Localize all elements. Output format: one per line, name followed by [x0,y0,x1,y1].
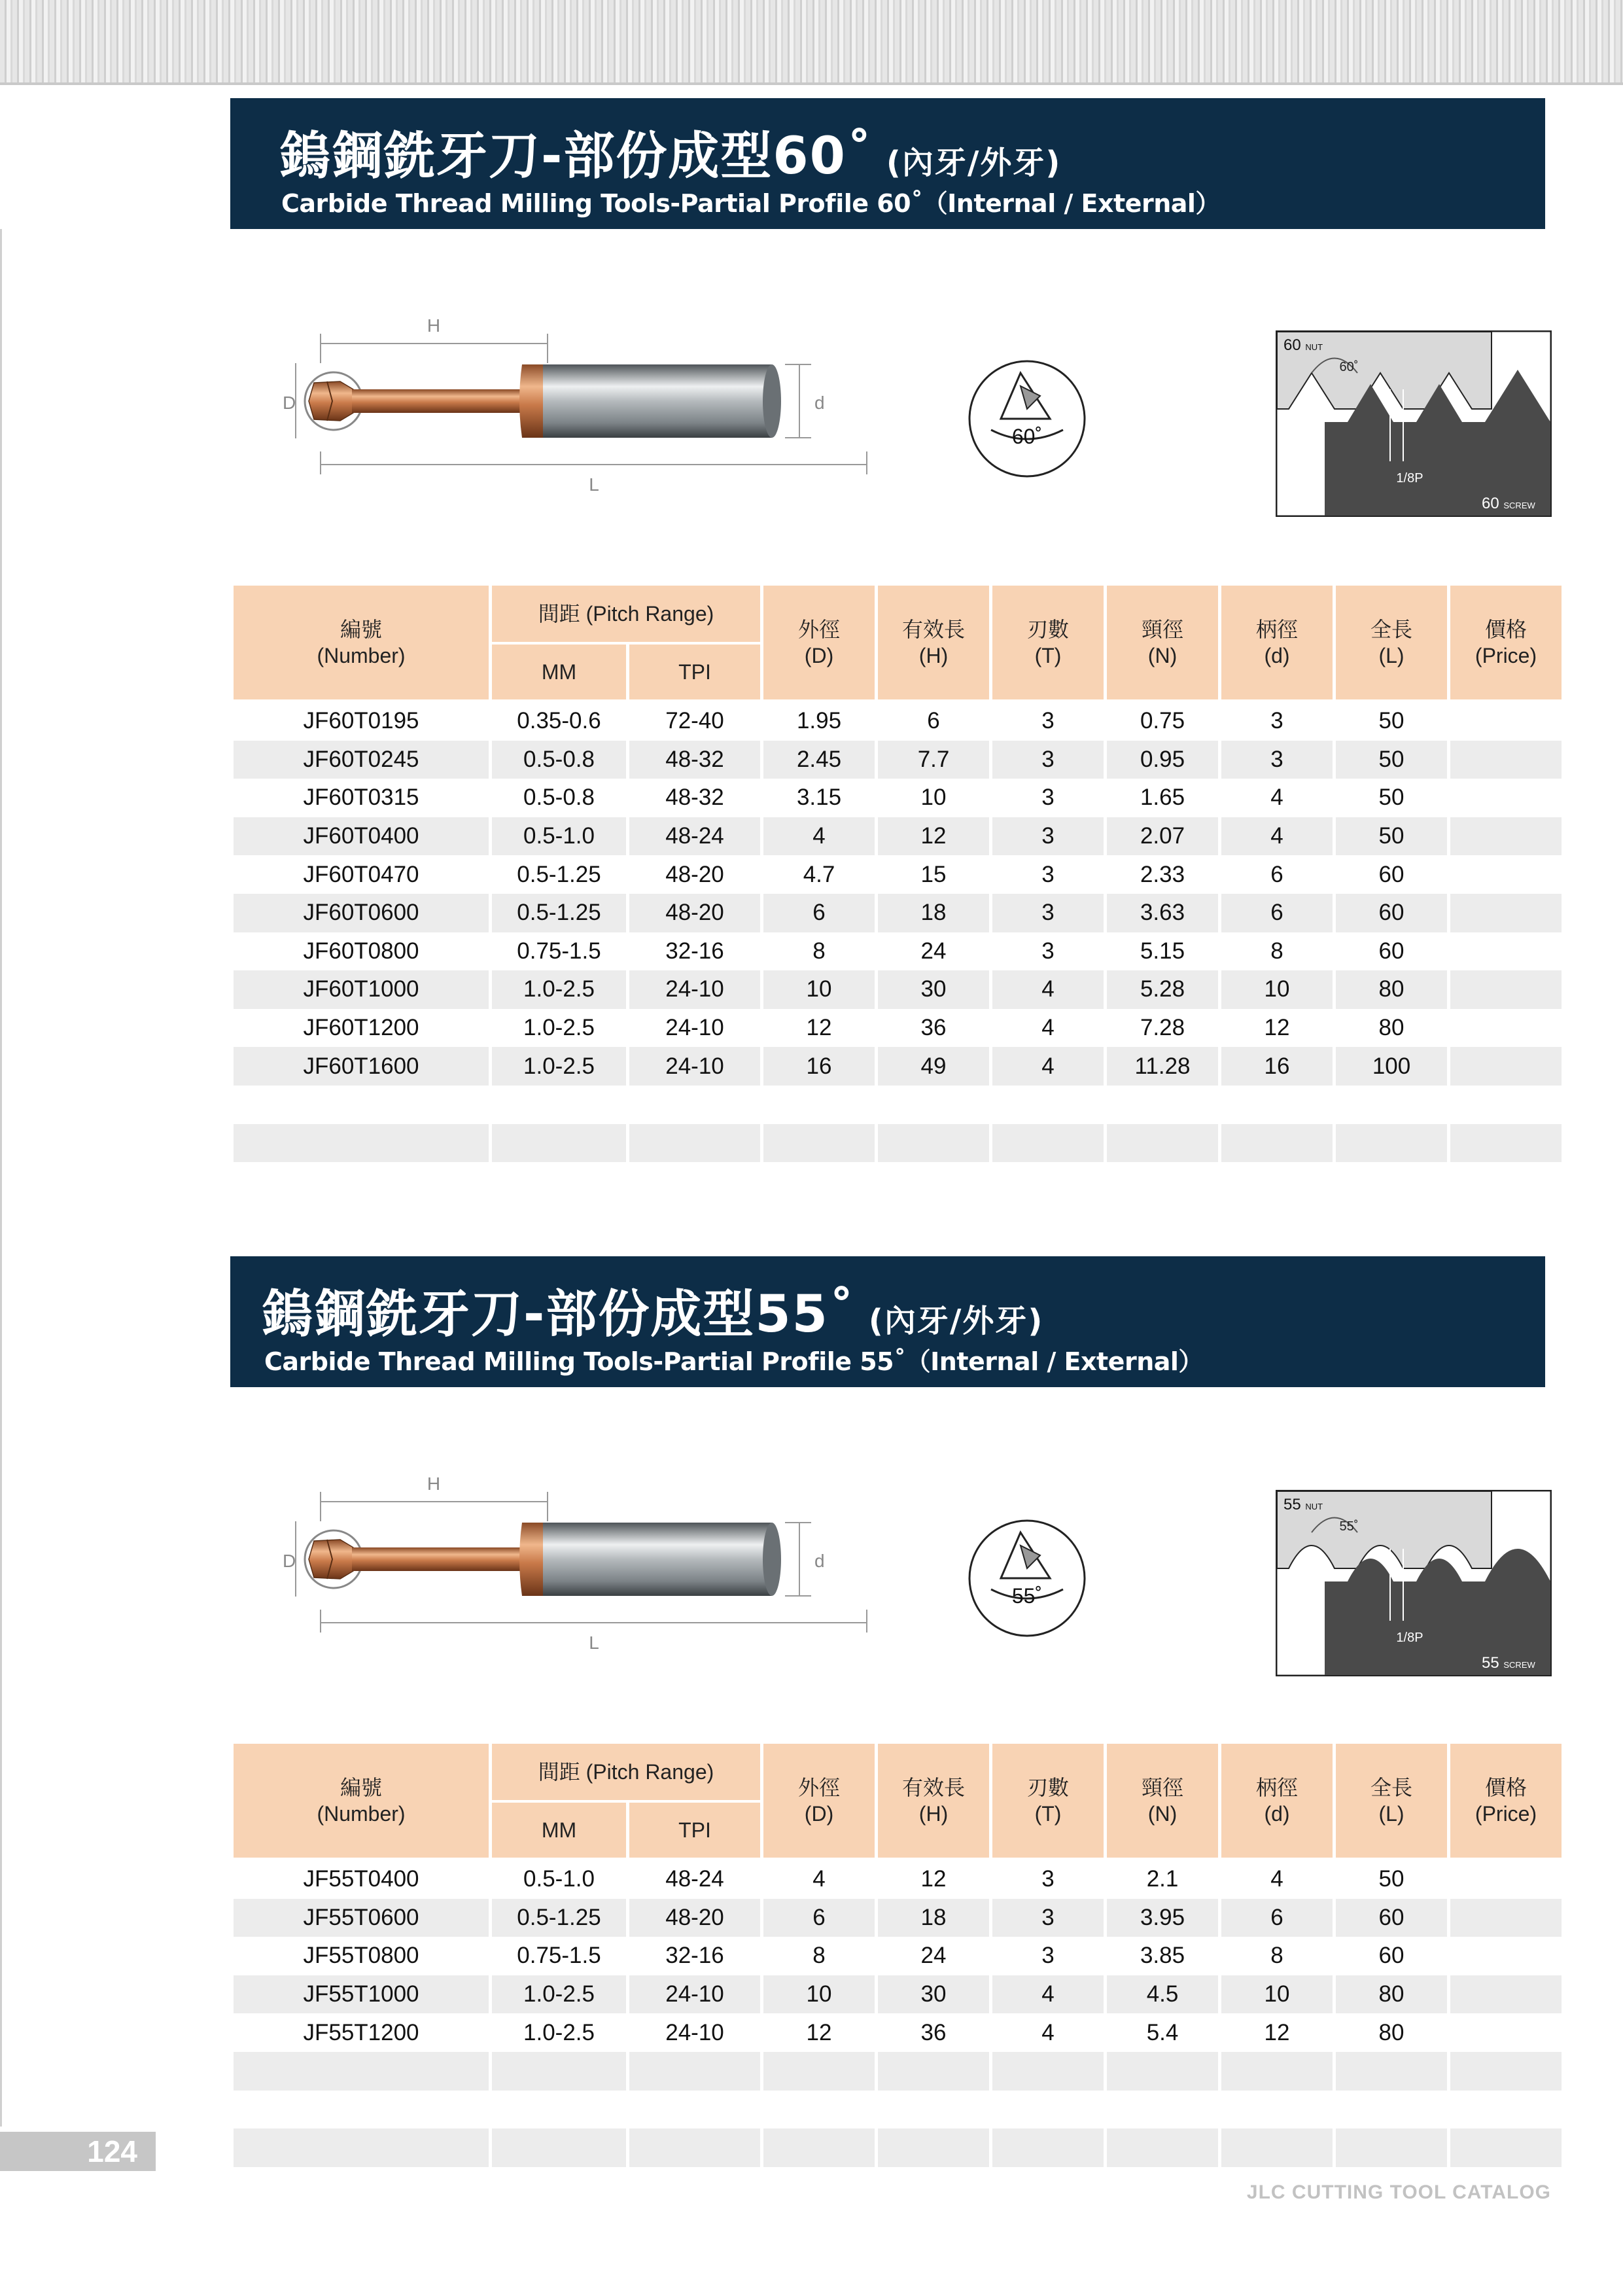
pitch-label: 1/8P [1396,471,1423,486]
table-cell [1107,1124,1218,1163]
table-cell: 48-32 [629,741,760,779]
section-60-title-zh: 鎢鋼銑牙刀-部份成型60˚ (內牙/外牙) [279,127,1062,186]
table-cell: 12 [806,1015,832,1041]
table-cell [992,2091,1104,2129]
table-cell [1450,855,1562,894]
section-60-rows [234,702,1562,1162]
table-row [234,932,1562,971]
dim-d-small-label: d [814,393,825,413]
section-55-banner [230,1256,1545,1387]
table-cell: 0.75 [1140,708,1185,734]
table-cell: 24-10 [629,1975,760,2014]
table-cell: 3 [1041,1866,1055,1892]
table-cell [1336,1086,1447,1124]
dim-d-label: D [283,1551,296,1571]
table-cell: 4 [763,817,875,856]
table-cell: 3.15 [796,785,842,811]
table-cell: 30 [878,970,989,1009]
table-cell: 50 [1378,785,1405,811]
table-cell [763,2091,875,2129]
table-cell: 0.5-1.0 [523,1866,595,1892]
header-mm: MM [492,1803,626,1860]
table-cell: 8 [812,1943,826,1969]
table-cell: 4 [1041,1015,1055,1041]
table-cell [492,1124,626,1163]
table-cell [1221,1124,1333,1163]
table-cell: 72-40 [665,708,724,734]
table-cell: 3 [1041,861,1055,887]
blank-row [234,1086,1562,1124]
table-cell [1336,2091,1447,2129]
table-cell [1221,1086,1333,1124]
section-55-title-suffix: (內牙/外牙) [868,1303,1044,1339]
table-cell: 3 [1041,1943,1055,1969]
table-cell: JF60T0800 [303,938,419,964]
table-cell: 10 [920,785,947,811]
table-cell [629,1124,760,1163]
table-cell: 12 [920,1866,947,1892]
section-55-angle-icon [965,1516,1089,1640]
table-cell: 2.1 [1146,1866,1179,1892]
table-cell: 1.0-2.5 [492,970,626,1009]
header-n: 頸徑 (N) [1107,586,1218,702]
nut-label: 60 NUT [1283,336,1323,354]
table-cell [1450,970,1562,1009]
table-cell [1450,1124,1562,1163]
catalog-footer: JLC CUTTING TOOL CATALOG [1246,2181,1551,2203]
table-cell: 4 [992,970,1104,1009]
table-cell [1450,1086,1562,1124]
table-cell: 48-20 [665,861,724,887]
header-price: 價格 (Price) [1450,586,1562,702]
table-cell: 3.63 [1107,894,1218,932]
table-cell [234,1086,489,1124]
table-cell: 10 [763,970,875,1009]
table-cell [234,2128,489,2167]
table-cell [1450,894,1562,932]
table-cell: 60 [1336,1899,1447,1937]
header-pitch: 間距 (Pitch Range) [492,1744,760,1803]
table-cell [234,2091,489,2129]
table-cell: 7.28 [1140,1015,1185,1041]
table-row [234,1047,1562,1086]
table-cell [878,2052,989,2091]
table-cell [992,1124,1104,1163]
header-stripe-decoration [0,0,1623,85]
header-h: 有效長 (H) [878,1744,989,1860]
table-cell: 12 [878,817,989,856]
nut-label: 55 NUT [1283,1496,1323,1513]
table-cell: 24-10 [665,2019,724,2045]
table-cell: 80 [1378,1015,1405,1041]
section-55-thread-profile [1276,1490,1552,1676]
header-t: 刃數 (T) [992,1744,1104,1860]
screw-label: 55 SCREW [1482,1654,1535,1672]
table-cell: 12 [1264,1015,1290,1041]
table-cell: 3 [1041,938,1055,964]
header-t: 刃數 (T) [992,586,1104,702]
table-cell: 6 [763,1899,875,1937]
table-cell: JF60T0195 [303,708,419,734]
table-cell: 1.0-2.5 [492,1047,626,1086]
table-cell: 48-24 [629,817,760,856]
table-cell: 10 [763,1975,875,2014]
table-cell: 1.65 [1140,785,1185,811]
table-cell: 30 [878,1975,989,2014]
table-cell: JF60T1600 [234,1047,489,1086]
section-60-tool-diagram [262,304,883,501]
dim-h-label: H [427,315,441,336]
table-cell [763,2052,875,2091]
header-od: 外徑 (D) [763,1744,875,1860]
table-cell: 15 [920,861,947,887]
header-number: 編號 (Number) [234,1744,489,1860]
table-cell: 0.5-0.8 [492,741,626,779]
table-cell: 1.0-2.5 [492,1975,626,2014]
table-cell: 0.5-1.25 [492,1899,626,1937]
header-d: 柄徑 (d) [1221,586,1333,702]
page-number: 124 [0,2132,156,2171]
table-cell: 80 [1336,1975,1447,2014]
table-cell: 0.75-1.5 [517,938,601,964]
blank-row [234,2091,1562,2129]
angle-label: 55˚ [1011,1584,1043,1608]
table-cell: 5.28 [1107,970,1218,1009]
table-cell [1107,2091,1218,2129]
table-cell: 24 [920,938,947,964]
table-row [234,1975,1562,2014]
blank-row [234,2052,1562,2091]
table-cell: JF55T1000 [234,1975,489,2014]
header-mm: MM [492,645,626,702]
table-cell [1450,2091,1562,2129]
table-cell: 50 [1336,817,1447,856]
table-cell [1450,1860,1562,1899]
table-cell: 4 [812,1866,826,1892]
table-cell: 8 [1270,938,1283,964]
table-row [234,1860,1562,1899]
table-cell: 3 [992,741,1104,779]
table-cell: JF55T1200 [303,2019,419,2045]
table-cell [1336,2128,1447,2167]
angle-label: 60˚ [1011,425,1043,448]
table-cell: 50 [1378,1866,1405,1892]
table-cell: 32-16 [665,1943,724,1969]
pitch-label: 1/8P [1396,1631,1423,1645]
table-cell: 3 [1041,785,1055,811]
table-cell: 3 [1041,708,1055,734]
table-cell: 48-24 [665,1866,724,1892]
table-cell: 7.7 [878,741,989,779]
section-55-title-zh: 鎢鋼銑牙刀-部份成型55˚ (內牙/外牙) [262,1285,1044,1344]
table-cell: 0.5-1.25 [517,861,601,887]
table-cell: 32-16 [665,938,724,964]
table-cell: 3 [992,894,1104,932]
table-cell: 4.5 [1107,1975,1218,2014]
table-row [234,817,1562,856]
table-cell: 36 [920,2019,947,2045]
table-cell: 1.0-2.5 [523,2019,595,2045]
table-cell [1450,2128,1562,2167]
section-60-title-en: Carbide Thread Milling Tools-Partial Profile 60˚（Internal / External） [281,189,1220,218]
table-cell [1450,779,1562,817]
table-cell: 3 [992,1899,1104,1937]
table-row [234,702,1562,741]
header-tpi: TPI [629,1803,760,1860]
table-cell [878,1086,989,1124]
table-cell: JF55T0400 [303,1866,419,1892]
header-pitch: 間距 (Pitch Range) [492,586,760,645]
table-cell [629,2128,760,2167]
table-cell: 50 [1378,708,1405,734]
table-cell: 5.4 [1146,2019,1179,2045]
table-cell: 4 [992,1047,1104,1086]
table-cell: JF60T0470 [303,861,419,887]
table-cell: JF55T0800 [303,1943,419,1969]
table-cell: 6 [1221,1899,1333,1937]
table-cell [992,1086,1104,1124]
table-cell [629,2052,760,2091]
table-cell [1450,1047,1562,1086]
table-cell: 4 [1041,2019,1055,2045]
table-cell: 10 [1221,1975,1333,2014]
table-cell: 100 [1336,1047,1447,1086]
table-cell: 1.0-2.5 [523,1015,595,1041]
table-cell: JF60T0600 [234,894,489,932]
table-cell: JF60T0245 [234,741,489,779]
table-cell: 3 [1270,708,1283,734]
blank-row [234,2128,1562,2167]
table-cell [992,2128,1104,2167]
table-cell: 0.5-1.25 [492,894,626,932]
header-h: 有效長 (H) [878,586,989,702]
table-cell: 3 [1221,741,1333,779]
table-cell [1336,2052,1447,2091]
section-60-title-suffix: (內牙/外牙) [886,145,1062,181]
table-cell: 4 [1270,1866,1283,1892]
table-cell: 4 [992,1975,1104,2014]
table-cell: 50 [1336,741,1447,779]
table-cell: 48-20 [629,1899,760,1937]
table-cell: JF60T1200 [303,1015,419,1041]
table-cell: 60 [1378,938,1405,964]
table-cell [629,2091,760,2129]
section-60-banner [230,98,1545,229]
table-cell: 6 [1221,894,1333,932]
section-55-tool-diagram [262,1462,883,1659]
table-cell [492,2052,626,2091]
section-60-thread-profile [1276,330,1552,517]
table-cell [492,1086,626,1124]
section-55-rows [234,1860,1562,2167]
table-cell: 48-20 [629,894,760,932]
table-cell: 6 [763,894,875,932]
table-cell: 10 [1221,970,1333,1009]
table-cell [1221,2091,1333,2129]
profile-angle-label: 55˚ [1339,1519,1359,1534]
dim-d-small-label: d [814,1551,825,1571]
header-l: 全長 (L) [1336,586,1447,702]
table-cell: 16 [763,1047,875,1086]
table-cell: 80 [1378,2019,1405,2045]
table-cell [1450,702,1562,741]
header-price: 價格 (Price) [1450,1744,1562,1860]
page-left-border [0,229,2,2127]
table-cell: 24-10 [665,1015,724,1041]
header-d: 柄徑 (d) [1221,1744,1333,1860]
dim-l-label: L [589,1633,599,1653]
table-cell [234,1124,489,1163]
table-cell: 60 [1336,894,1447,932]
table-cell: 3.95 [1107,1899,1218,1937]
table-cell: 6 [1270,861,1283,887]
section-60-angle-icon [965,357,1089,481]
table-cell [1450,2052,1562,2091]
table-cell [492,2128,626,2167]
table-row [234,855,1562,894]
table-cell [1221,2128,1333,2167]
screw-label: 60 SCREW [1482,495,1535,512]
table-cell [1450,1975,1562,2014]
table-cell: 36 [920,1015,947,1041]
table-cell: JF60T1000 [234,970,489,1009]
table-row [234,1937,1562,1975]
table-row [234,970,1562,1009]
table-cell: 60 [1378,1943,1405,1969]
header-n: 頸徑 (N) [1107,1744,1218,1860]
table-cell [1450,1899,1562,1937]
table-cell: 11.28 [1107,1047,1218,1086]
table-cell [763,1124,875,1163]
table-cell: 8 [1270,1943,1283,1969]
table-cell: 0.75-1.5 [517,1943,601,1969]
table-cell [878,1124,989,1163]
table-cell: 60 [1378,861,1405,887]
table-cell: 6 [927,708,940,734]
header-tpi: TPI [629,645,760,702]
dim-h-label: H [427,1474,441,1494]
table-cell: 16 [1221,1047,1333,1086]
section-55-title-en: Carbide Thread Milling Tools-Partial Profile 55˚（Internal / External） [264,1347,1203,1376]
table-cell: 0.35-0.6 [517,708,601,734]
table-cell [1107,1086,1218,1124]
table-cell: 0.5-1.0 [492,817,626,856]
table-cell: 0.5-0.8 [523,785,595,811]
table-cell [629,1086,760,1124]
table-cell: 3 [992,817,1104,856]
table-cell: JF60T0315 [303,785,419,811]
dim-d-label: D [283,393,296,413]
table-cell: JF60T0400 [234,817,489,856]
table-cell: 18 [878,1899,989,1937]
table-cell: 0.95 [1107,741,1218,779]
table-cell: 24-10 [629,1047,760,1086]
profile-angle-label: 60˚ [1339,360,1359,374]
table-row [234,1899,1562,1937]
table-row [234,1009,1562,1048]
header-l: 全長 (L) [1336,1744,1447,1860]
table-cell: 18 [878,894,989,932]
header-od: 外徑 (D) [763,586,875,702]
dim-l-label: L [589,474,599,495]
table-row [234,779,1562,817]
table-cell [763,2128,875,2167]
table-cell [878,2128,989,2167]
table-cell: 3.85 [1140,1943,1185,1969]
table-cell [1450,932,1562,971]
section-60-spec-table [230,586,1565,1162]
table-cell [1221,2052,1333,2091]
table-cell: 80 [1336,970,1447,1009]
table-cell: JF55T0600 [234,1899,489,1937]
section-55-spec-table [230,1744,1565,2167]
table-cell [992,2052,1104,2091]
table-cell [492,2091,626,2129]
table-cell: 48-32 [665,785,724,811]
table-cell: 12 [806,2019,832,2045]
table-cell: 4 [1221,817,1333,856]
table-row [234,894,1562,932]
table-cell: 24-10 [629,970,760,1009]
table-cell: 2.07 [1107,817,1218,856]
table-cell: 1.95 [796,708,842,734]
table-cell [1450,1937,1562,1975]
table-row [234,2013,1562,2052]
table-cell: 8 [812,938,826,964]
table-cell [234,2052,489,2091]
table-cell: 49 [878,1047,989,1086]
table-cell [1450,741,1562,779]
table-cell [1450,2013,1562,2052]
table-row [234,741,1562,779]
table-cell [1450,1009,1562,1048]
table-cell: 2.45 [763,741,875,779]
header-number: 編號 (Number) [234,586,489,702]
blank-row [234,1124,1562,1163]
table-cell [1107,2128,1218,2167]
table-cell: 12 [1264,2019,1290,2045]
table-cell [1336,1124,1447,1163]
table-cell: 5.15 [1140,938,1185,964]
table-cell: 4.7 [803,861,835,887]
table-cell [763,1086,875,1124]
table-cell [878,2091,989,2129]
table-cell: 24 [920,1943,947,1969]
table-cell: 2.33 [1140,861,1185,887]
table-cell [1450,817,1562,856]
table-cell: 4 [1270,785,1283,811]
table-cell [1107,2052,1218,2091]
